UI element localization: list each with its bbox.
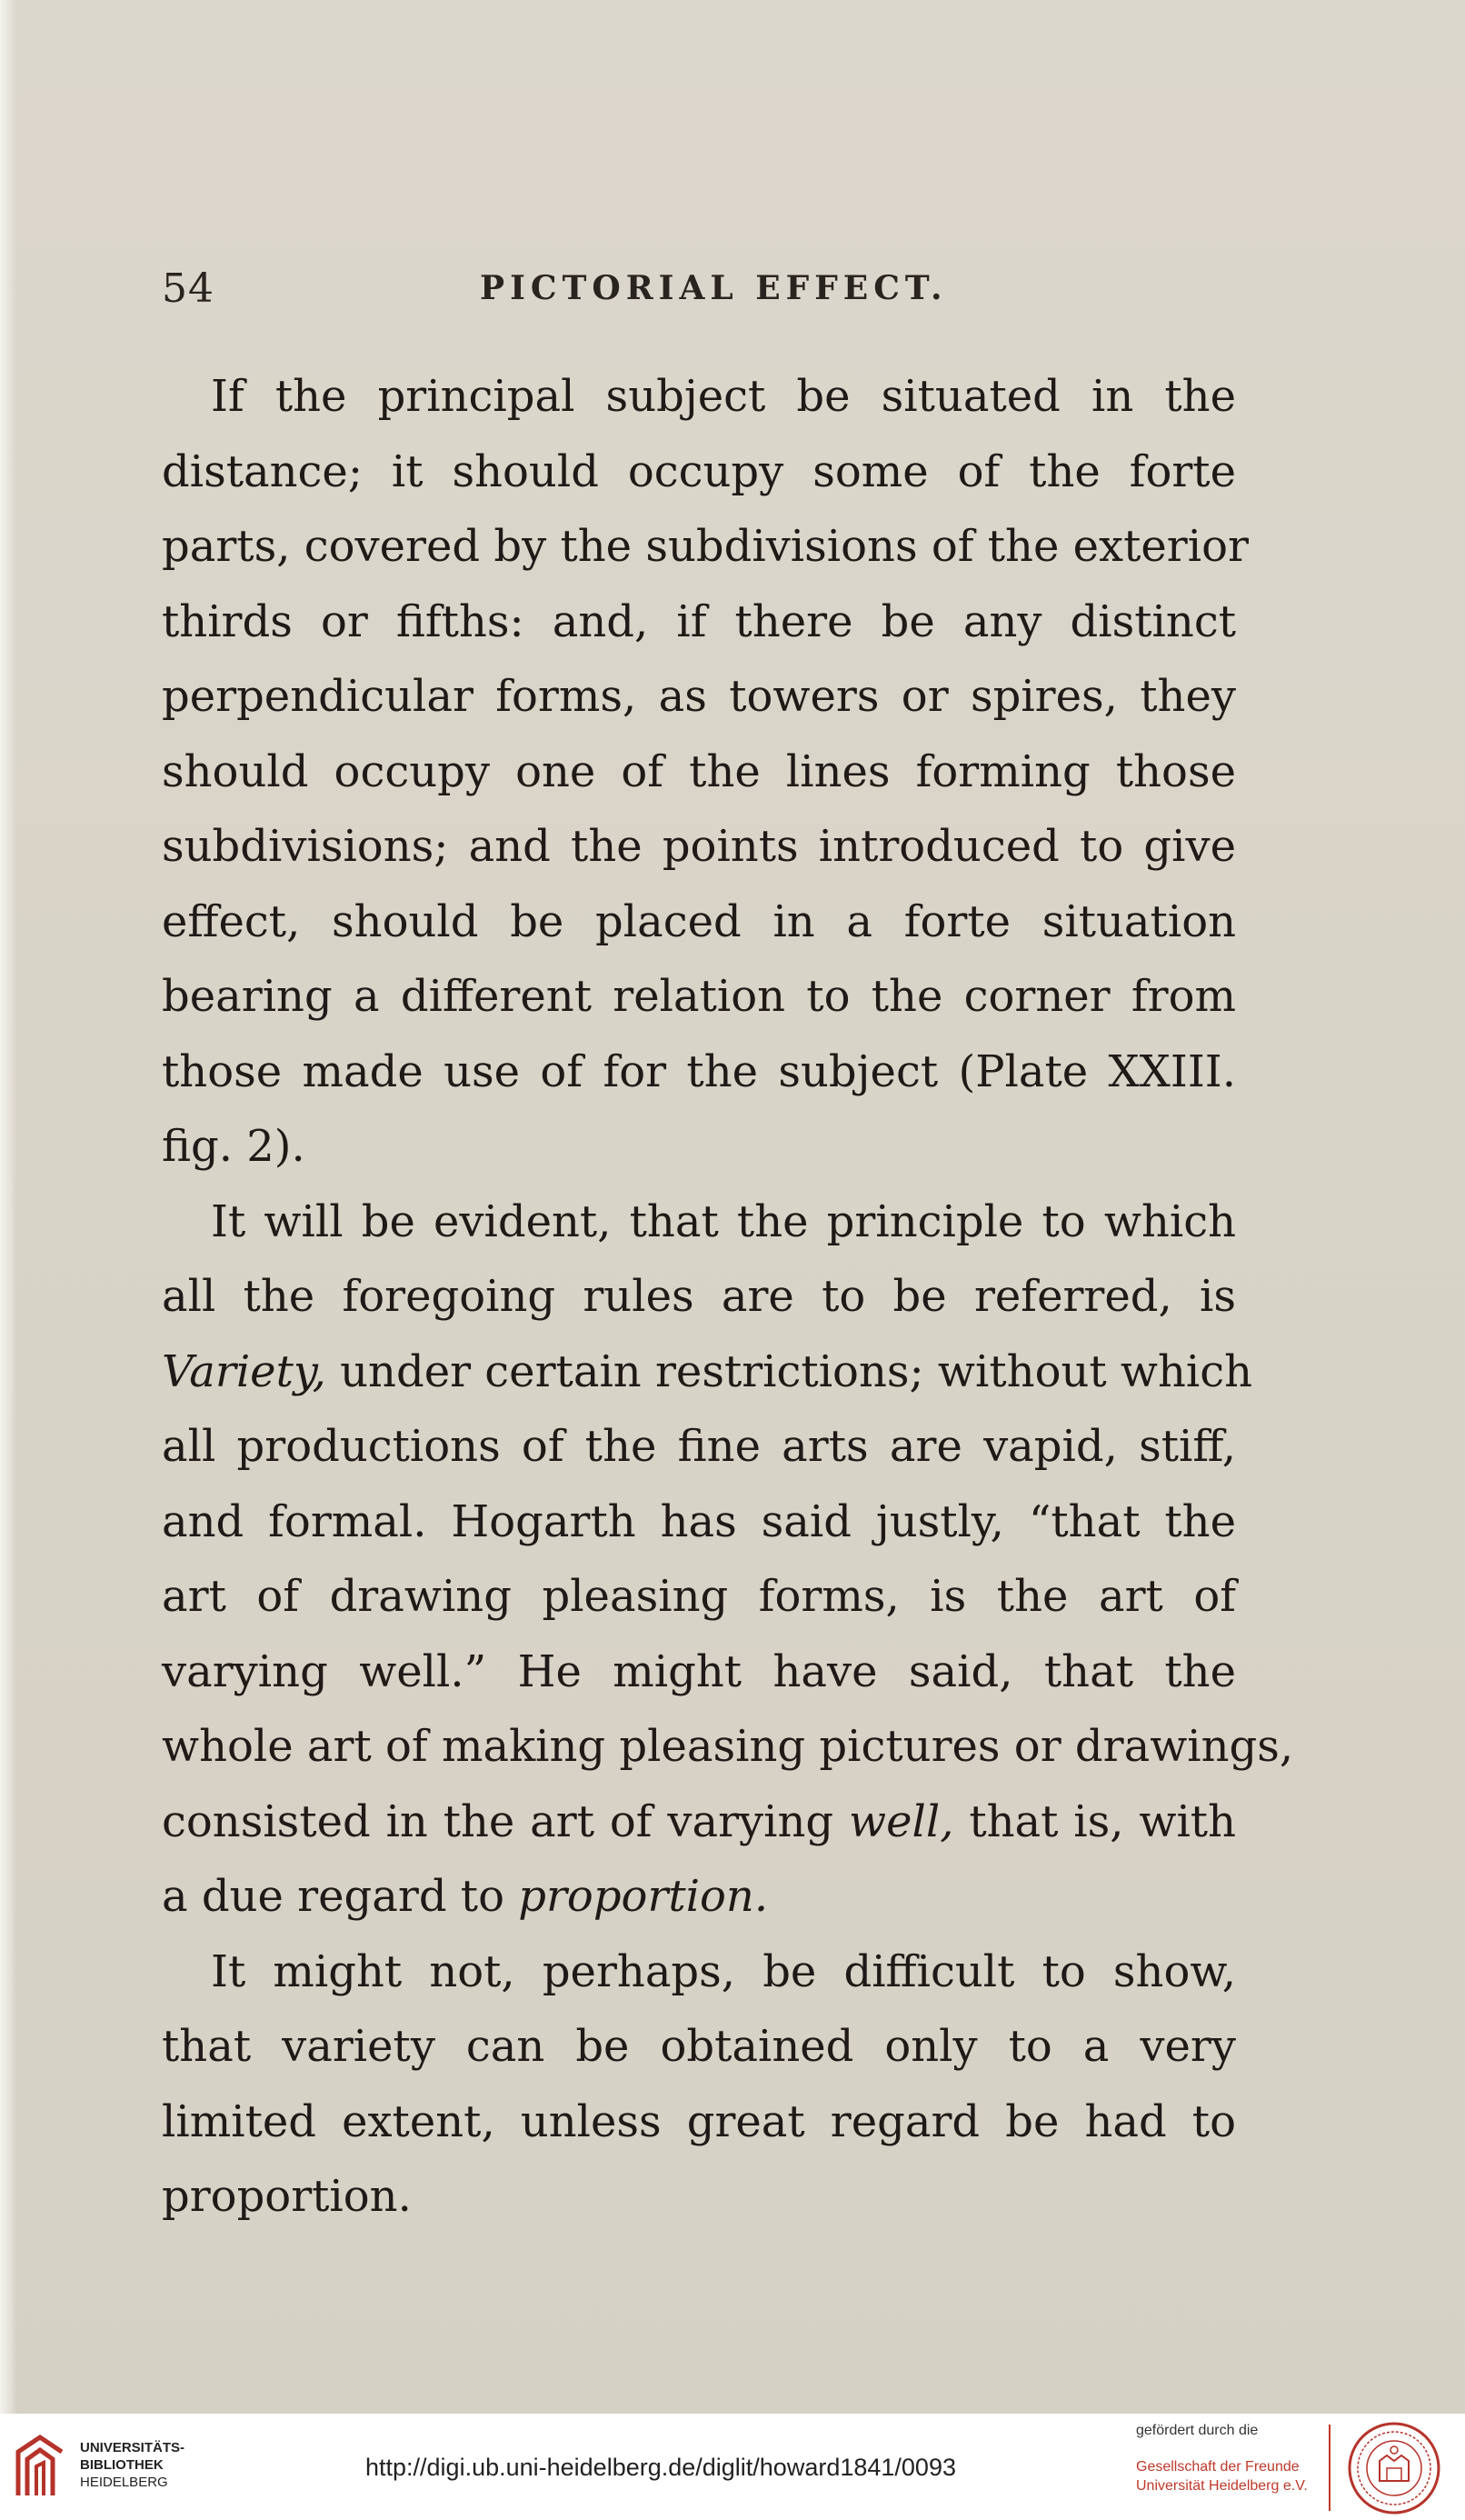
text-line: should occupy one of the lines forming those — [162, 745, 1236, 797]
text-line — [162, 1785, 1236, 1860]
text-run: under certain restrictions; without which — [325, 1345, 1253, 1397]
text-line: all productions of the fine arts are vapid, stiff, — [162, 1421, 1236, 1472]
text-line: art of drawing pleasing forms, is the art of — [162, 1571, 1236, 1622]
text-line: that variety can be obtained only to a very — [162, 2021, 1236, 2072]
italic-word: Variety, — [162, 1345, 326, 1397]
text-run: a due regard to — [162, 1871, 519, 1922]
text-line: distance; it should occupy some of the forte — [162, 445, 1236, 497]
sponsor-name-line: Gesellschaft der Freunde — [1136, 2459, 1300, 2475]
library-name — [80, 2439, 184, 2491]
sponsor-name-line: Universität Heidelberg e.V. — [1136, 2478, 1308, 2494]
library-name-line: BIBLIOTHEK — [80, 2457, 164, 2473]
text-line: limited extent, unless great regard be had to — [162, 2095, 1236, 2147]
text-line: varying well.” He might have said, that the — [162, 1645, 1236, 1697]
library-logo-icon — [15, 2432, 65, 2501]
footer-bar — [0, 2414, 1465, 2520]
text-line: fig. 2). — [162, 1121, 305, 1172]
italic-word: proportion. — [518, 1871, 769, 1922]
text-line: subdivisions; and the points introduced to give — [162, 821, 1236, 872]
running-title: PICTORIAL EFFECT. — [480, 269, 948, 307]
text-line: and formal. Hogarth has said justly, “that the — [162, 1495, 1236, 1547]
permalink-url[interactable]: http://digi.ub.uni-heidelberg.de/diglit/howard1841/0093 — [365, 2454, 956, 2481]
text-line: effect, should be placed in a forte situation — [162, 895, 1236, 947]
library-name-line: HEIDELBERG — [80, 2475, 168, 2490]
text-line: perpendicular forms, as towers or spires, they — [162, 671, 1236, 722]
text-line: It will be evident, that the principle to which — [211, 1195, 1236, 1247]
library-name-line: UNIVERSITÄTS- — [80, 2440, 185, 2455]
page-number: 54 — [162, 265, 214, 312]
text-run: consisted in the art of varying — [162, 1795, 850, 1847]
text-line — [162, 1335, 1253, 1410]
text-line: If the principal subject be situated in the — [211, 371, 1236, 422]
university-seal-icon — [1347, 2421, 1441, 2515]
text-line: bearing a different relation to the corner from — [162, 971, 1236, 1022]
text-line — [162, 1859, 1236, 1935]
text-run: that is, with — [953, 1795, 1237, 1847]
text-line: those made use of for the subject (Plate XXIII. — [162, 1045, 1236, 1097]
running-head — [162, 265, 1234, 320]
text-line: proportion. — [162, 2171, 412, 2222]
text-line: all the foregoing rules are to be referred, is — [162, 1271, 1236, 1322]
italic-word: well, — [849, 1795, 954, 1847]
text-line: whole art of making pleasing pictures or drawings, — [162, 1721, 1294, 1772]
text-line: parts, covered by the subdivisions of the exterior — [162, 521, 1249, 572]
sponsor-name — [1136, 2457, 1308, 2495]
body-text — [162, 359, 1294, 2235]
divider — [1329, 2425, 1330, 2511]
sponsor-label: gefördert durch die — [1136, 2423, 1259, 2438]
text-line: thirds or fifths: and, if there be any distinct — [162, 595, 1236, 647]
text-line: It might not, perhaps, be difficult to show, — [211, 1945, 1236, 1997]
